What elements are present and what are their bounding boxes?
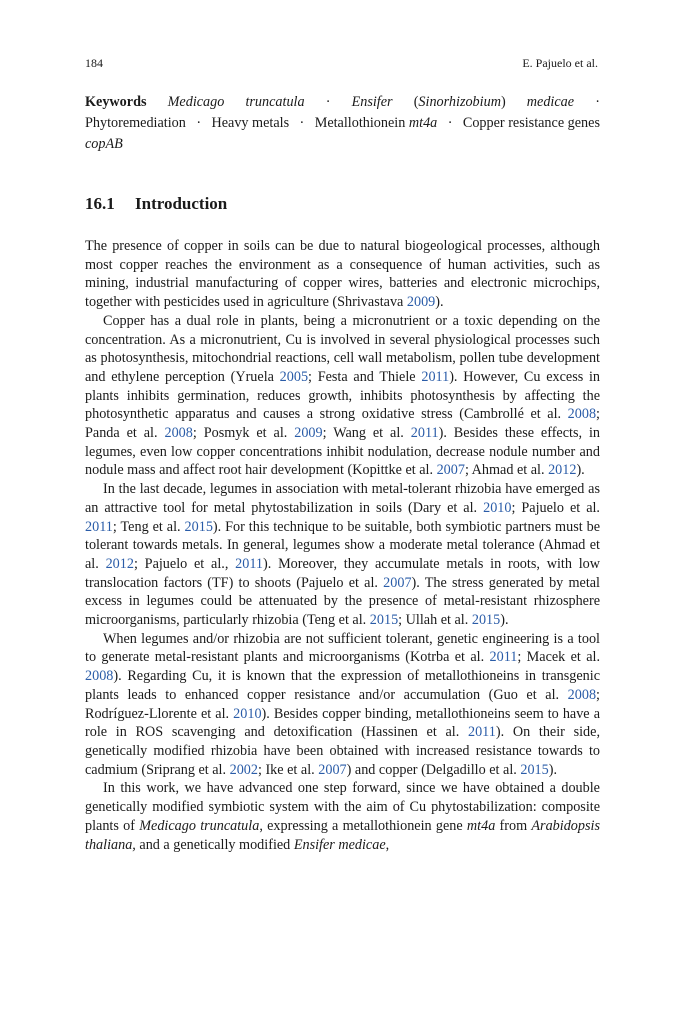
keywords-line-3: copAB [85,136,123,152]
paragraph-2: Copper has a dual role in plants, being a micronutrient or a toxic depending on the concentration. As a micronutrient, Cu is involved in several physiological processes such as photosynthesis, mitochondrial reactions, cell wall metabolism, pollen tube development and ethylene perception (Yruela 2005; Festa and Thiele 2011). However, Cu excess in plants inhibits germination, reduces growth, inhibits photosynthesis by affecting the photosynthetic apparatus and causes a strong oxidative stress (Cambrollé et al. 2008; Panda et al. 2008; Posmyk et al. 2009; Wang et al. 2011). Besides these effects, in legumes, even low copper concentrations inhibit nodulation, decrease nodule number and nodule mass and affect root hair development (Kopittke et al. 2007; Ahmad et al. 2012). [85,312,600,479]
paragraph-3: In the last decade, legumes in association with metal-tolerant rhizobia have emerged as an attractive tool for metal phytostabilization in soils (Dary et al. 2010; Pajuelo et al. 2011; Teng et al. 2015). For this technique to be suitable, both symbiotic partners must be tolerant towards metals. In general, legumes show a moderate metal tolerance (Ahmad et al. 2012; Pajuelo et al., 2011). Moreover, they accumulate metals in roots, with low translocation factors (TF) to shoots (Pajuelo et al. 2007). The stress generated by metal excess in legumes could be attenuated by the presence of metal-resistant rhizosphere microorganisms, particularly rhizobia (Teng et al. 2015; Ullah et al. 2015). [85,481,601,629]
paragraph-1: The presence of copper in soils can be due to natural biogeological processes, although most copper reaches the environment as a consequence of human activities, such as mining, industrial manufacturing of copper wires, batteries and electronic microchips, together with pesticides used in agriculture (Shrivastava 2009). [85,238,600,311]
body-text [85,237,600,854]
running-authors: E. Pajuelo et al. [522,56,598,70]
paragraph-4: When legumes and/or rhizobia are not sufficient tolerant, genetic engineering is a tool to generate metal-resistant plants and microorganisms (Kotrba et al. 2011; Macek et al. 2008). Regarding Cu, it is known that the expression of metallothioneins in transgenic plants leads to enhanced copper resistance and/or accumulation (Guo et al. 2008; Rodríguez-Llorente et al. 2010). Besides copper binding, metallothioneins seem to have a role in ROS scavenging and detoxification (Hassinen et al. 2011). On their side, genetically modified rhizobia have been obtained with increased resistance towards to cadmium (Sriprang et al. 2002; Ike et al. 2007) and copper (Delgadillo et al. 2015). [85,630,600,778]
section-title: Introduction [135,194,228,213]
section-heading [85,194,227,214]
keywords-line-2: Phytoremediation · Heavy metals · Metallothionein mt4a · Copper resistance genes [85,115,600,131]
keywords-block [85,92,600,155]
paragraph-5: In this work, we have advanced one step forward, since we have obtained a double genetically modified symbiotic system with the aim of Cu phytostabilization: composite plants of Medicago truncatula, expressing a metallothionein gene mt4a from Arabidopsis thaliana, and a genetically modified Ensifer medicae, [85,780,600,853]
keywords-label: Keywords [85,94,147,110]
section-number: 16.1 [85,194,115,213]
keywords-line-1: Keywords Medicago truncatula · Ensifer (Sinorhizobium) medicae · [85,92,600,113]
page-number: 184 [85,56,103,70]
